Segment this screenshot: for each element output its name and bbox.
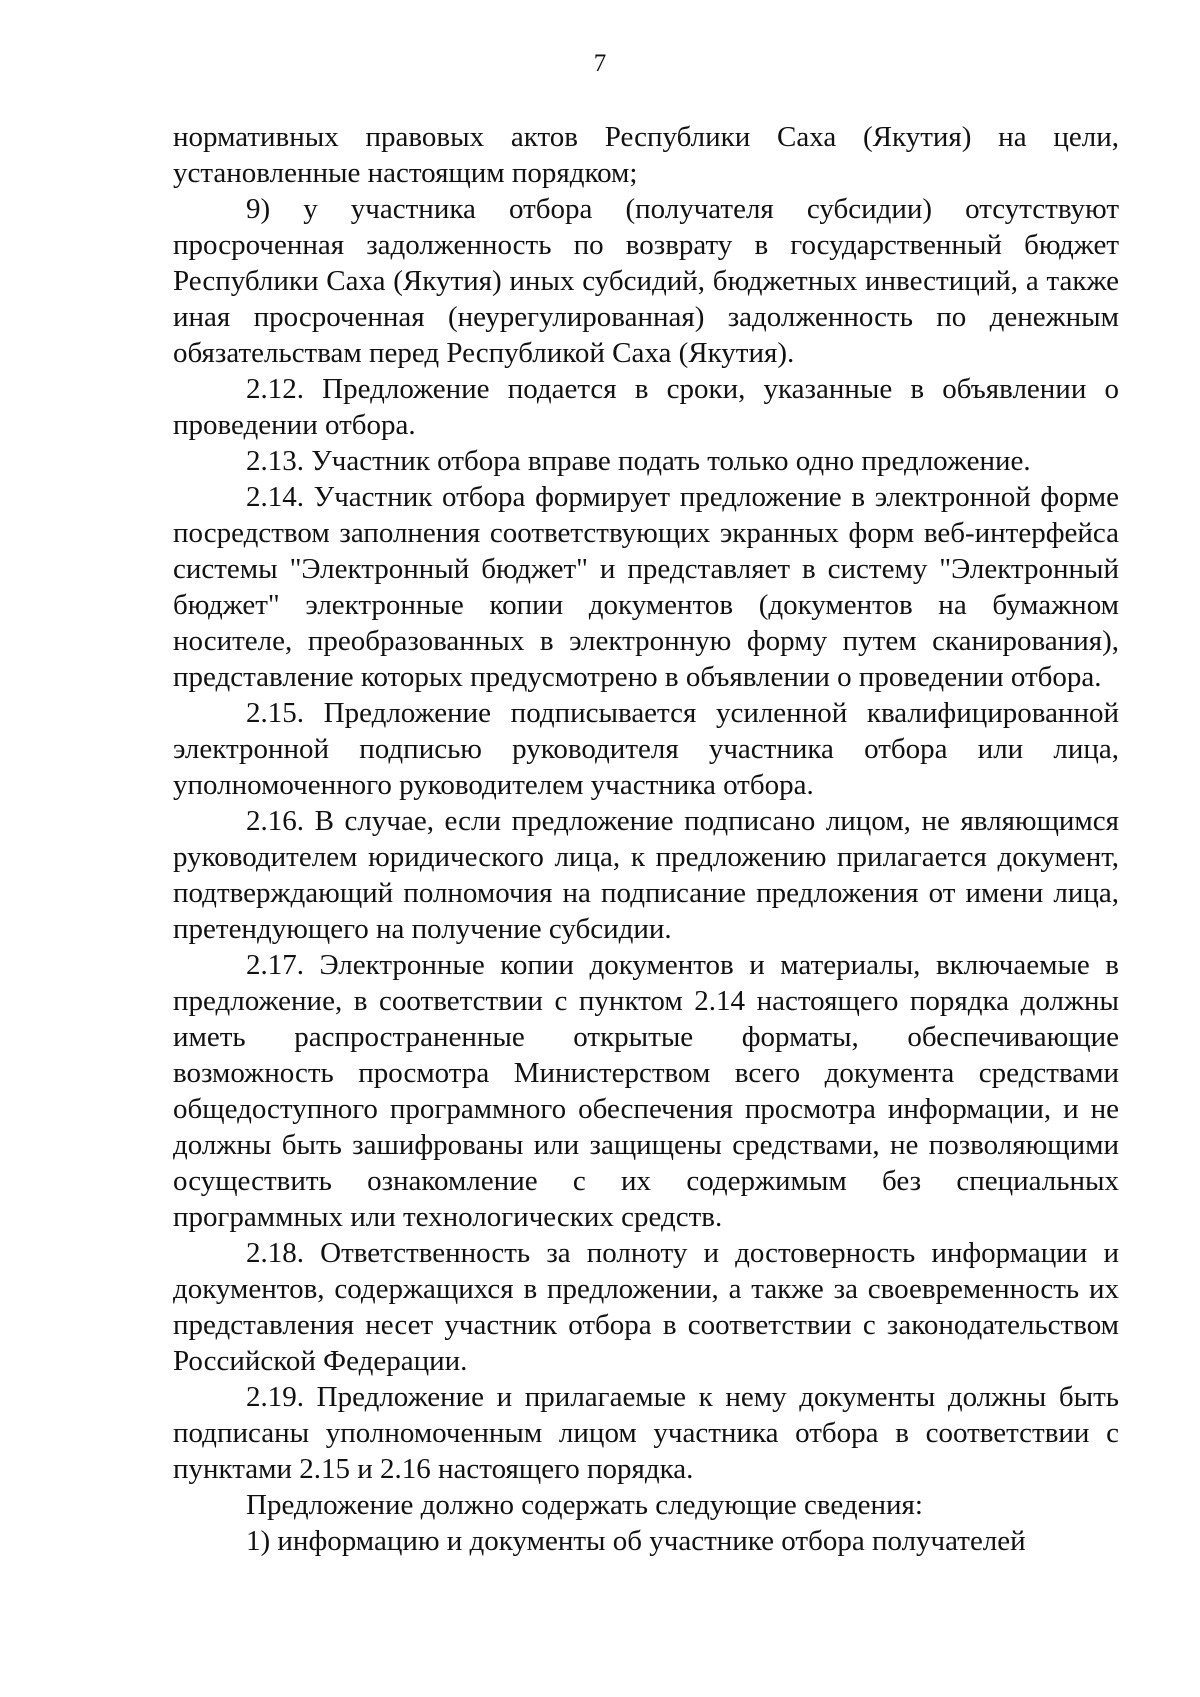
paragraph-continuation: нормативных правовых актов Республики Саха (Якутия) на цели, установленные настоящим порядком; xyxy=(173,121,1119,189)
paragraph-2-13: 2.13. Участник отбора вправе подать только одно предложение. xyxy=(246,445,1031,477)
page-number: 7 xyxy=(593,50,607,77)
paragraph-requirements-intro: Предложение должно содержать следующие сведения: xyxy=(246,1489,923,1521)
paragraph-2-15: 2.15. Предложение подписывается усиленной квалифицированной электронной подписью руководителя участника отбора или лица, уполномоченного руководителем участника отбора. xyxy=(173,697,1119,801)
paragraph-requirement-1: 1) информацию и документы об участнике отбора получателей xyxy=(246,1525,1026,1557)
paragraph-2-18: 2.18. Ответственность за полноту и достоверность информации и документов, содержащихся в предложении, а также за своевременность их представления несет участник отбора в соответствии с законодательством Российской Федерации. xyxy=(173,1237,1119,1377)
paragraph-2-19: 2.19. Предложение и прилагаемые к нему документы должны быть подписаны уполномоченным лицом участника отбора в соответствии с пунктами 2.15 и 2.16 настоящего порядка. xyxy=(173,1381,1119,1485)
paragraph-2-14: 2.14. Участник отбора формирует предложение в электронной форме посредством заполнения соответствующих экранных форм веб-интерфейса системы "Электронный бюджет" и представляет в систему "Электронный бюджет" электронные копии документов (документов на бумажном носителе, преобразованных в электронную форму путем сканирования), представление которых предусмотрено в объявлении о проведении отбора. xyxy=(173,481,1119,693)
paragraph-item-9: 9) у участника отбора (получателя субсидии) отсутствуют просроченная задолженность по возврату в государственный бюджет Республики Саха (Якутия) иных субсидий, бюджетных инвестиций, а также иная просроченная (неурегулированная) задолженность по денежным обязательствам перед Республикой Саха (Якутия). xyxy=(173,193,1119,369)
paragraph-2-12: 2.12. Предложение подается в сроки, указанные в объявлении о проведении отбора. xyxy=(173,373,1119,441)
paragraph-2-16: 2.16. В случае, если предложение подписано лицом, не являющимся руководителем юридического лица, к предложению прилагается документ, подтверждающий полномочия на подписание предложения от имени лица, претендующего на получение субсидии. xyxy=(173,805,1119,945)
document-body xyxy=(173,119,1119,1559)
paragraph-2-17: 2.17. Электронные копии документов и материалы, включаемые в предложение, в соответствии с пунктом 2.14 настоящего порядка должны иметь распространенные открытые форматы, обеспечивающие возможность просмотра Министерством всего документа средствами общедоступного программного обеспечения просмотра информации, и не должны быть зашифрованы или защищены средствами, не позволяющими осуществить ознакомление с их содержимым без специальных программных или технологических средств. xyxy=(173,949,1119,1233)
